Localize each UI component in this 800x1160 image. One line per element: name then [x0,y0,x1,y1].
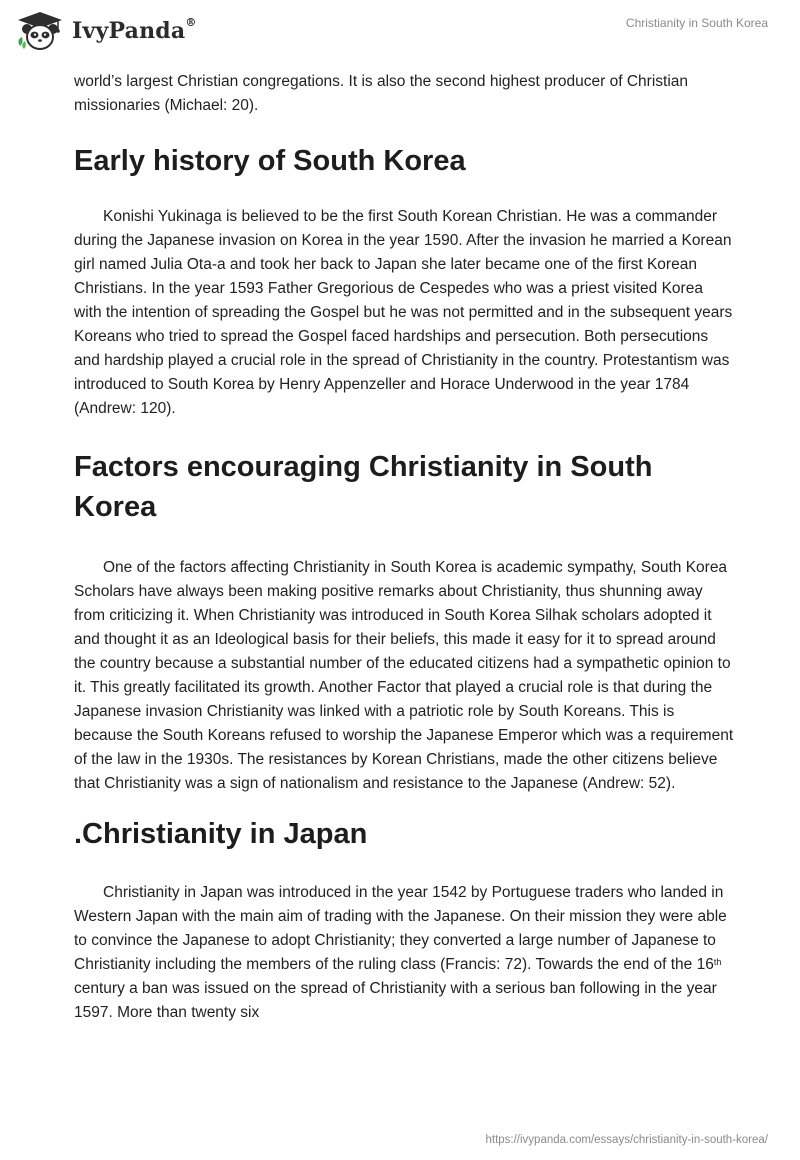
section-paragraph-japan: Christianity in Japan was introduced in the year 1542 by Portuguese traders who landed in Western Japan with the main aim of trading with the Japanese. On their mission they were able to convince the Japanese to adopt Christianity; they converted a large number of Japanese to Christianity including the members of the ruling class (Francis: 72). Towards the end of the 16th century a ban was issued on the spread of Christianity with a serious ban following in the year 1597. More than twenty six [74,884,727,1021]
section-paragraph-factors: One of the factors affecting Christianity in South Korea is academic sympathy, South Korea Scholars have always been making positive remarks about Christianity, thus shunning away from criticizing it. When Christianity was introduced in South Korea Silhak scholars adopted it and thought it as an Ideological basis for their beliefs, this made it easy for it to spread around the country because a substantial number of the educated citizens had a sympathetic opinion to it. This greatly facilitated its growth. Another Factor that played a crucial role is that during the Japanese invasion Christianity was linked with a patriotic role by South Koreans. This is because the South Koreans refused to worship the Japanese Emperor which was a requirement of the law in the 1930s. The resistances by Korean Christians, made the other citizens believe that Christianity was a sign of nationalism and resistance to the Japanese (Andrew: 52). [74,559,734,792]
section-heading-early-history: Early history of South Korea [74,145,466,177]
brand-name: IvyPanda® [72,16,197,44]
page-header [0,0,800,60]
section-heading-factors: Factors encouraging Christianity in South Korea [74,451,653,523]
panda-graduate-icon [14,10,66,52]
brand-logo[interactable] [14,10,197,52]
section-paragraph-early-history: Konishi Yukinaga is believed to be the first South Korean Christian. He was a commander during the Japanese invasion on Korea in the year 1590. After the invasion he married a Korean girl named Julia Ota-a and took her back to Japan she later became one of the first Korean Christians. In the year 1593 Father Gregorious de Cespedes who was a priest visited Korea with the intention of spreading the Gospel but he was not permitted and in the subsequent years Koreans who tried to spread the Gospel faced hardships and persecution. Both persecutions and hardship played a crucial role in the spread of Christianity in the country. Protestantism was introduced to South Korea by Henry Appenzeller and Horace Underwood in the year 1784 (Andrew: 120). [74,208,733,417]
section-heading-japan: .Christianity in Japan [74,818,368,850]
essay-body [74,70,734,1025]
intro-paragraph: world’s largest Christian congregations. It is also the second highest producer of Christian missionaries (Michael: 20). [74,73,689,114]
document-title: Christianity in South Korea [625,16,768,30]
source-url[interactable]: https://ivypanda.com/essays/christianity-in-south-korea/ [485,1134,768,1146]
